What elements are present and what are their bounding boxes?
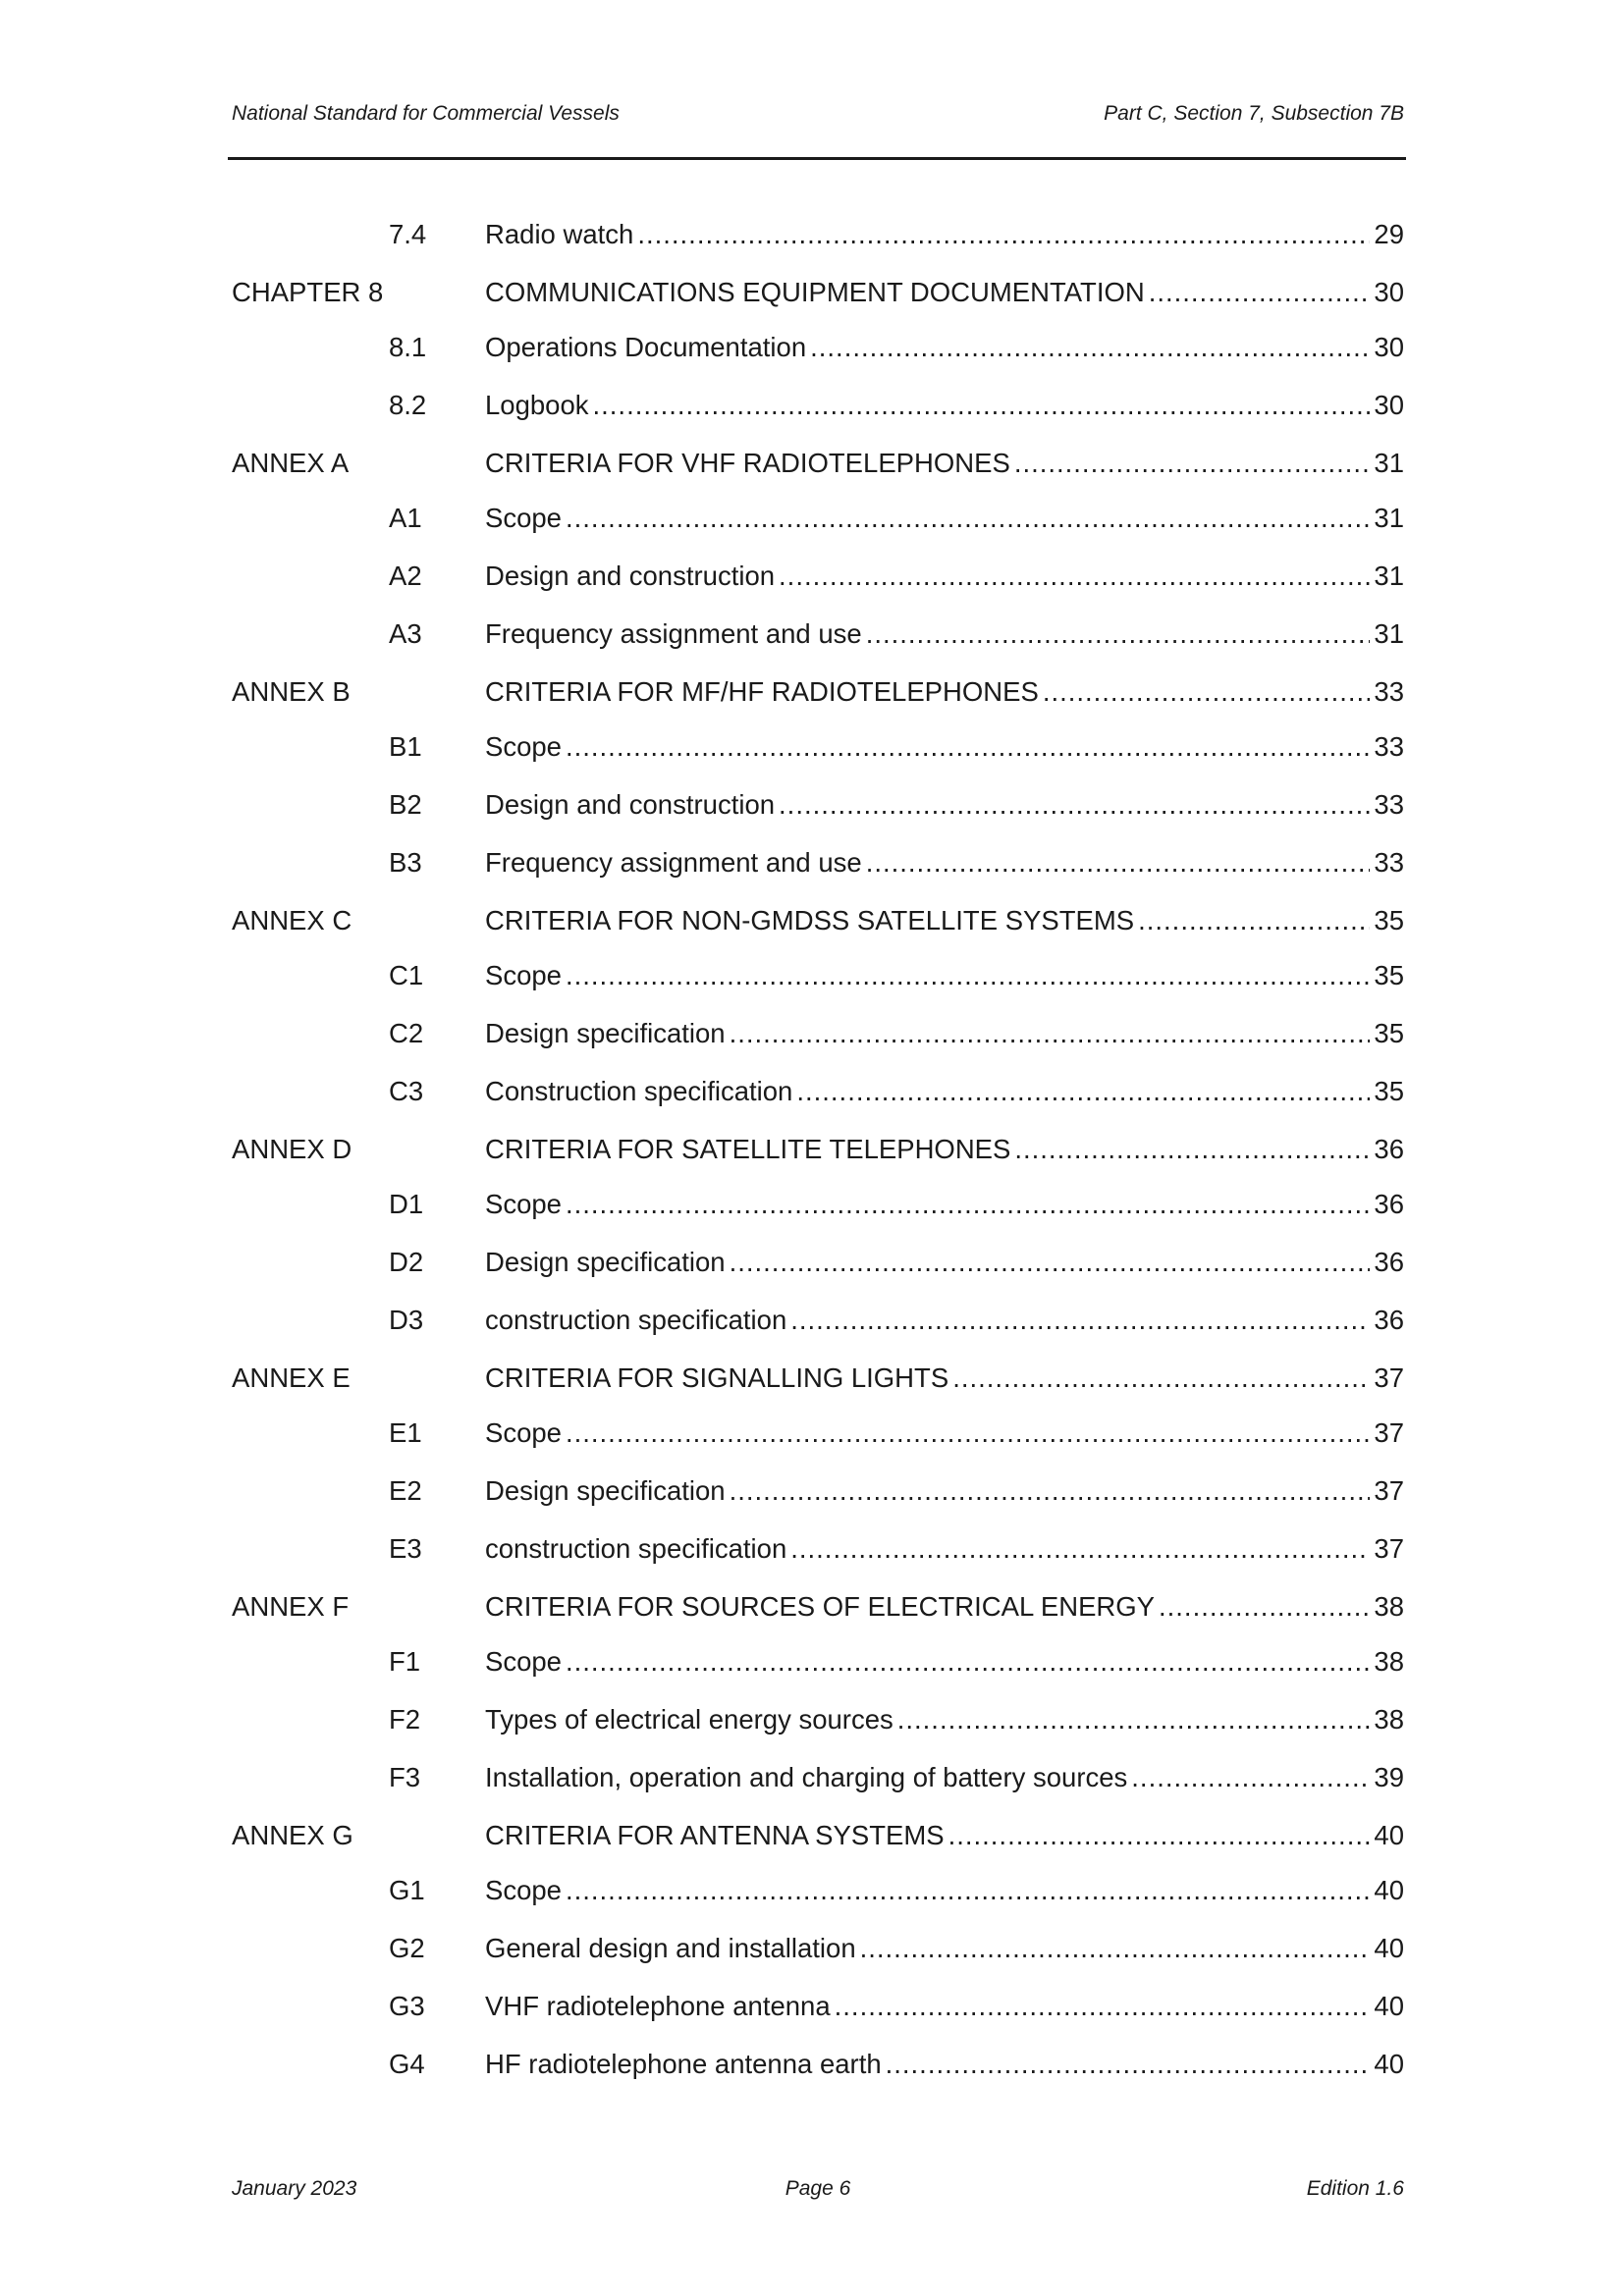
toc-dot-leader	[730, 1246, 1371, 1279]
toc-section-entry[interactable]	[232, 730, 1404, 788]
toc-entry-title: construction specification	[485, 1533, 787, 1564]
toc-section-number: F2	[389, 1704, 421, 1735]
toc-entry-title: Construction specification	[485, 1076, 793, 1106]
toc-entry-title: Operations Documentation	[485, 332, 807, 362]
toc-section-entry[interactable]	[232, 1532, 1404, 1590]
toc-section-number: E2	[389, 1475, 422, 1506]
toc-entry-title: construction specification	[485, 1305, 787, 1335]
toc-dot-leader	[886, 2048, 1371, 2081]
toc-section-entry[interactable]	[232, 788, 1404, 846]
toc-entry-title: Logbook	[485, 390, 589, 420]
toc-chapter-label: ANNEX C	[232, 905, 352, 935]
toc-dot-leader	[779, 788, 1370, 822]
toc-page-number: 33	[1374, 789, 1404, 820]
toc-chapter-label: ANNEX G	[232, 1820, 353, 1850]
toc-page-number: 40	[1374, 1991, 1404, 2021]
toc-dot-leader	[593, 389, 1371, 422]
toc-dot-leader	[1014, 1133, 1370, 1166]
toc-page-number: 37	[1374, 1533, 1404, 1564]
toc-section-number: B2	[389, 789, 422, 820]
toc-section-number: F3	[389, 1762, 421, 1792]
toc-page-number: 40	[1374, 1933, 1404, 1963]
toc-page-number: 33	[1374, 731, 1404, 762]
toc-page-number: 40	[1374, 1820, 1404, 1850]
toc-entry-title: Scope	[485, 960, 562, 990]
toc-page-number: 36	[1374, 1305, 1404, 1335]
toc-entry-title: CRITERIA FOR SATELLITE TELEPHONES	[485, 1134, 1011, 1164]
toc-dot-leader	[1149, 276, 1371, 309]
toc-chapter-label: ANNEX E	[232, 1362, 351, 1393]
toc-dot-leader	[790, 1304, 1370, 1337]
toc-section-entry[interactable]	[232, 617, 1404, 675]
toc-section-number: G4	[389, 2049, 425, 2079]
toc-dot-leader	[790, 1532, 1370, 1566]
toc-dot-leader	[637, 218, 1370, 251]
toc-chapter-label: ANNEX A	[232, 448, 350, 478]
page-header	[232, 102, 1404, 126]
toc-page-number: 40	[1374, 2049, 1404, 2079]
toc-page-number: 36	[1374, 1247, 1404, 1277]
toc-section-entry[interactable]	[232, 331, 1404, 389]
toc-dot-leader	[810, 331, 1370, 364]
toc-chapter-entry[interactable]	[232, 276, 1404, 331]
toc-dot-leader	[1138, 904, 1370, 937]
toc-page-number: 40	[1374, 1875, 1404, 1905]
toc-page-number: 38	[1374, 1591, 1404, 1622]
toc-dot-leader	[566, 959, 1370, 992]
footer-page-number: Page 6	[785, 2177, 851, 2200]
toc-dot-leader	[730, 1474, 1371, 1508]
toc-entry-title: Design and construction	[485, 561, 776, 591]
toc-dot-leader	[566, 502, 1370, 535]
toc-entry-title: Types of electrical energy sources	[485, 1704, 893, 1735]
toc-page-number: 31	[1374, 561, 1404, 591]
toc-section-entry[interactable]	[232, 389, 1404, 447]
toc-dot-leader	[730, 1017, 1371, 1050]
footer-date: January 2023	[232, 2177, 357, 2200]
header-divider	[228, 157, 1406, 160]
toc-section-number: C2	[389, 1018, 424, 1048]
toc-chapter-label: CHAPTER 8	[232, 277, 384, 307]
toc-section-entry[interactable]	[232, 1474, 1404, 1532]
toc-section-number: E3	[389, 1533, 422, 1564]
toc-page-number: 35	[1374, 905, 1404, 935]
toc-section-number: C3	[389, 1076, 424, 1106]
toc-dot-leader	[952, 1362, 1370, 1395]
toc-page-number: 35	[1374, 960, 1404, 990]
toc-section-number: D1	[389, 1189, 424, 1219]
toc-page-number: 37	[1374, 1362, 1404, 1393]
toc-section-number: A2	[389, 561, 422, 591]
toc-entry-title: Design specification	[485, 1475, 726, 1506]
toc-page-number: 37	[1374, 1417, 1404, 1448]
toc-page-number: 30	[1374, 390, 1404, 420]
toc-section-entry[interactable]	[232, 1304, 1404, 1362]
toc-dot-leader	[948, 1819, 1371, 1852]
toc-page-number: 38	[1374, 1646, 1404, 1677]
toc-chapter-entry[interactable]	[232, 447, 1404, 502]
table-of-contents	[232, 218, 1404, 2106]
toc-section-entry[interactable]	[232, 1990, 1404, 2048]
toc-page-number: 30	[1374, 332, 1404, 362]
toc-dot-leader	[897, 1703, 1371, 1736]
toc-section-number: B1	[389, 731, 422, 762]
toc-dot-leader	[566, 1416, 1370, 1450]
toc-entry-title: CRITERIA FOR ANTENNA SYSTEMS	[485, 1820, 945, 1850]
toc-page-number: 29	[1374, 219, 1404, 249]
toc-entry-title: CRITERIA FOR NON-GMDSS SATELLITE SYSTEMS	[485, 905, 1135, 935]
toc-chapter-entry[interactable]	[232, 904, 1404, 959]
toc-page-number: 36	[1374, 1134, 1404, 1164]
toc-section-number: A3	[389, 618, 422, 649]
toc-section-number: 8.2	[389, 390, 427, 420]
toc-page-number: 38	[1374, 1704, 1404, 1735]
toc-dot-leader	[566, 730, 1370, 764]
toc-section-entry[interactable]	[232, 560, 1404, 617]
toc-section-number: G2	[389, 1933, 425, 1963]
toc-section-number: 8.1	[389, 332, 427, 362]
toc-entry-title: HF radiotelephone antenna earth	[485, 2049, 882, 2079]
toc-entry-title: Radio watch	[485, 219, 634, 249]
toc-section-entry[interactable]	[232, 218, 1404, 276]
toc-page-number: 33	[1374, 847, 1404, 878]
toc-page-number: 30	[1374, 277, 1404, 307]
toc-dot-leader	[860, 1932, 1371, 1965]
header-document-title: National Standard for Commercial Vessels	[232, 102, 620, 125]
toc-entry-title: CRITERIA FOR SOURCES OF ELECTRICAL ENERGY	[485, 1591, 1156, 1622]
toc-section-entry[interactable]	[232, 959, 1404, 1017]
toc-dot-leader	[1043, 675, 1371, 709]
toc-section-number: C1	[389, 960, 424, 990]
toc-section-number: D3	[389, 1305, 424, 1335]
toc-chapter-entry[interactable]	[232, 1590, 1404, 1645]
toc-page-number: 31	[1374, 618, 1404, 649]
toc-chapter-entry[interactable]	[232, 1133, 1404, 1188]
toc-dot-leader	[1131, 1761, 1370, 1794]
toc-chapter-entry[interactable]	[232, 1362, 1404, 1416]
toc-entry-title: VHF radiotelephone antenna	[485, 1991, 831, 2021]
toc-section-entry[interactable]	[232, 846, 1404, 904]
toc-page-number: 36	[1374, 1189, 1404, 1219]
toc-section-entry[interactable]	[232, 502, 1404, 560]
toc-entry-title: Design specification	[485, 1018, 726, 1048]
toc-entry-title: Scope	[485, 1417, 562, 1448]
toc-entry-title: Scope	[485, 503, 562, 533]
toc-dot-leader	[835, 1990, 1371, 2023]
toc-section-entry[interactable]	[232, 1761, 1404, 1819]
toc-entry-title: Scope	[485, 1646, 562, 1677]
toc-page-number: 35	[1374, 1076, 1404, 1106]
toc-dot-leader	[796, 1075, 1370, 1108]
toc-section-number: B3	[389, 847, 422, 878]
toc-entry-title: Design and construction	[485, 789, 776, 820]
toc-entry-title: CRITERIA FOR SIGNALLING LIGHTS	[485, 1362, 949, 1393]
toc-entry-title: Installation, operation and charging of battery sources	[485, 1762, 1128, 1792]
toc-page-number: 31	[1374, 448, 1404, 478]
toc-dot-leader	[566, 1645, 1370, 1679]
toc-chapter-label: ANNEX D	[232, 1134, 352, 1164]
toc-entry-title: Scope	[485, 1189, 562, 1219]
toc-entry-title: General design and installation	[485, 1933, 856, 1963]
toc-section-number: D2	[389, 1247, 424, 1277]
toc-dot-leader	[566, 1874, 1370, 1907]
toc-dot-leader	[1014, 447, 1371, 480]
toc-entry-title: Scope	[485, 731, 562, 762]
toc-dot-leader	[1159, 1590, 1370, 1624]
toc-section-number: 7.4	[389, 219, 427, 249]
toc-section-number: G3	[389, 1991, 425, 2021]
toc-section-number: G1	[389, 1875, 425, 1905]
toc-entry-title: CRITERIA FOR MF/HF RADIOTELEPHONES	[485, 676, 1039, 707]
toc-section-entry[interactable]	[232, 1416, 1404, 1474]
toc-page-number: 37	[1374, 1475, 1404, 1506]
footer-edition: Edition 1.6	[1306, 2177, 1404, 2200]
toc-page-number: 33	[1374, 676, 1404, 707]
toc-section-entry[interactable]	[232, 1075, 1404, 1133]
toc-section-number: A1	[389, 503, 422, 533]
toc-section-number: F1	[389, 1646, 421, 1677]
toc-dot-leader	[866, 617, 1371, 651]
toc-entry-title: COMMUNICATIONS EQUIPMENT DOCUMENTATION	[485, 277, 1145, 307]
toc-entry-title: CRITERIA FOR VHF RADIOTELEPHONES	[485, 448, 1010, 478]
toc-section-number: E1	[389, 1417, 422, 1448]
toc-section-entry[interactable]	[232, 1932, 1404, 1990]
header-section-reference: Part C, Section 7, Subsection 7B	[1104, 102, 1404, 125]
toc-section-entry[interactable]	[232, 1703, 1404, 1761]
toc-dot-leader	[866, 846, 1371, 880]
toc-page-number: 31	[1374, 503, 1404, 533]
toc-section-entry[interactable]	[232, 1017, 1404, 1075]
toc-chapter-label: ANNEX B	[232, 676, 351, 707]
toc-chapter-entry[interactable]	[232, 675, 1404, 730]
toc-chapter-label: ANNEX F	[232, 1591, 350, 1622]
toc-dot-leader	[566, 1188, 1370, 1221]
toc-chapter-entry[interactable]	[232, 1819, 1404, 1874]
toc-entry-title: Frequency assignment and use	[485, 618, 862, 649]
page-footer	[232, 2177, 1404, 2201]
toc-section-entry[interactable]	[232, 1874, 1404, 1932]
toc-section-entry[interactable]	[232, 1246, 1404, 1304]
toc-entry-title: Design specification	[485, 1247, 726, 1277]
toc-page-number: 39	[1374, 1762, 1404, 1792]
toc-section-entry[interactable]	[232, 1188, 1404, 1246]
toc-dot-leader	[779, 560, 1370, 593]
toc-entry-title: Frequency assignment and use	[485, 847, 862, 878]
toc-entry-title: Scope	[485, 1875, 562, 1905]
toc-section-entry[interactable]	[232, 2048, 1404, 2106]
toc-section-entry[interactable]	[232, 1645, 1404, 1703]
toc-page-number: 35	[1374, 1018, 1404, 1048]
